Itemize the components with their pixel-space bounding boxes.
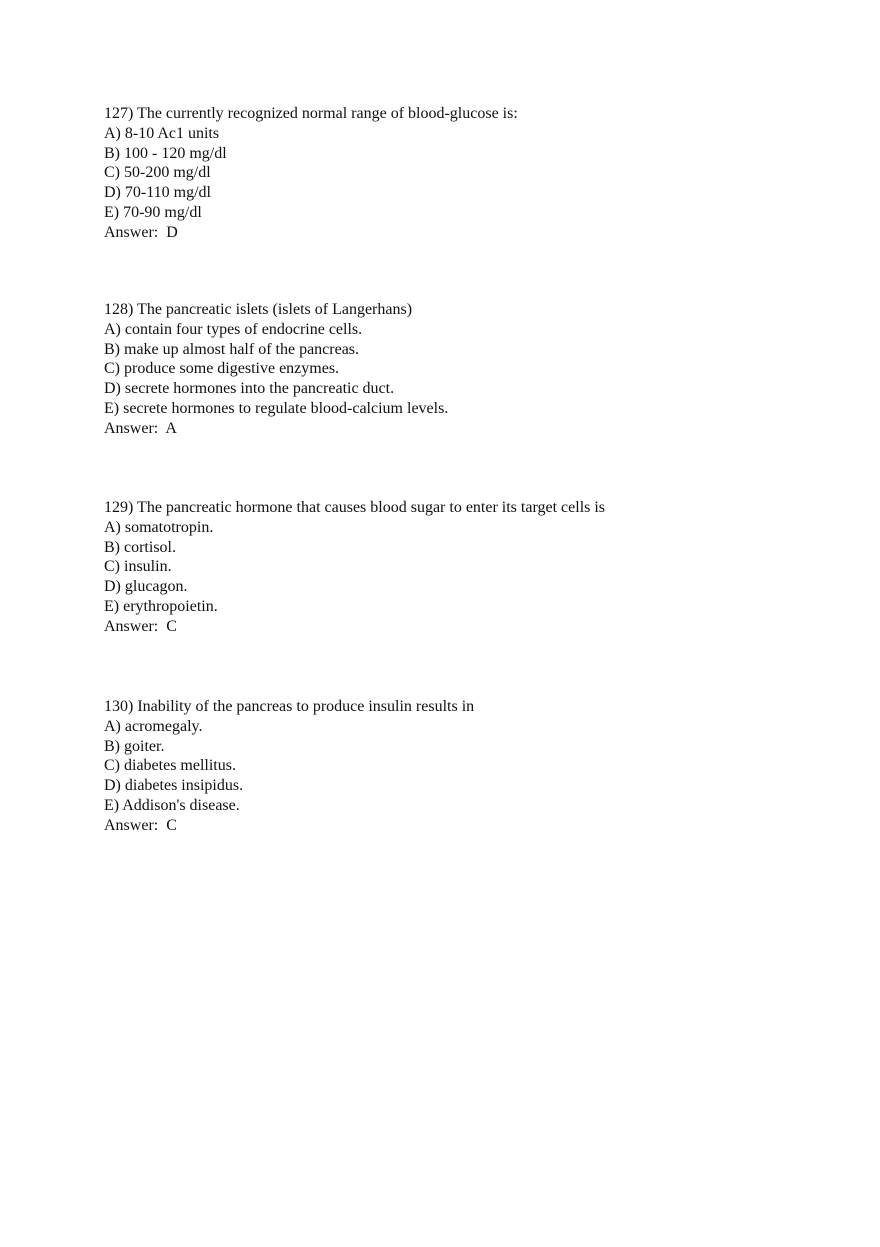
answer-option: C) produce some digestive enzymes. [104, 360, 340, 378]
question-128 [104, 300, 844, 439]
answer-option: A) acromegaly. [104, 717, 203, 735]
correct-answer: Answer: C [104, 617, 177, 635]
answer-option: C) diabetes mellitus. [104, 757, 236, 775]
answer-option: A) somatotropin. [104, 518, 214, 536]
answer-option: E) Addison's disease. [104, 796, 240, 814]
answer-option: C) 50-200 mg/dl [104, 164, 211, 182]
answer-option: E) 70-90 mg/dl [104, 203, 202, 221]
correct-answer: Answer: A [104, 419, 177, 437]
question-stem: 129) The pancreatic hormone that causes blood sugar to enter its target cells is [104, 499, 606, 516]
answer-option: E) erythropoietin. [104, 597, 218, 615]
answer-option: D) glucagon. [104, 578, 188, 596]
answer-option: B) goiter. [104, 737, 165, 755]
question-127 [104, 104, 844, 243]
answer-option: B) make up almost half of the pancreas. [104, 340, 360, 358]
question-stem: 130) Inability of the pancreas to produce insulin results in [104, 698, 475, 715]
correct-answer: Answer: D [104, 223, 178, 241]
answer-option: D) diabetes insipidus. [104, 777, 244, 795]
answer-option: A) contain four types of endocrine cells. [104, 320, 363, 338]
question-stem: 127) The currently recognized normal range of blood-glucose is: [104, 105, 518, 122]
answer-option: C) insulin. [104, 558, 172, 576]
answer-option: A) 8-10 Ac1 units [104, 124, 220, 142]
answer-option: D) 70-110 mg/dl [104, 184, 211, 202]
answer-option: B) cortisol. [104, 538, 176, 556]
correct-answer: Answer: C [104, 816, 177, 834]
answer-option: B) 100 - 120 mg/dl [104, 144, 227, 162]
question-stem: 128) The pancreatic islets (islets of Langerhans) [104, 301, 413, 318]
answer-option: E) secrete hormones to regulate blood-calcium levels. [104, 399, 449, 417]
question-130 [104, 697, 844, 836]
answer-option: D) secrete hormones into the pancreatic duct. [104, 380, 395, 398]
question-129 [104, 498, 844, 637]
